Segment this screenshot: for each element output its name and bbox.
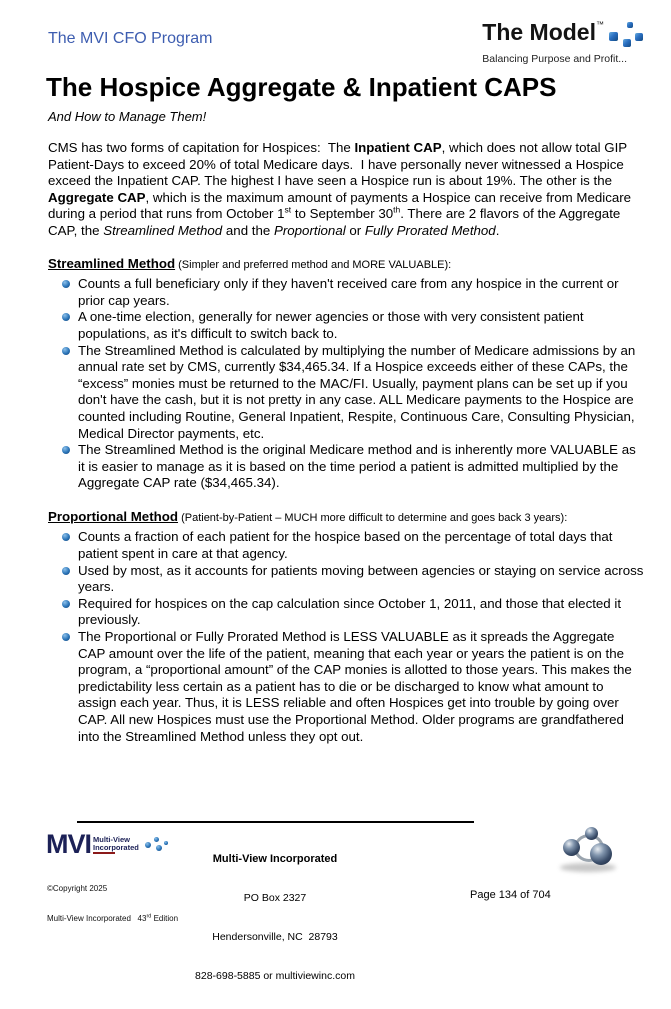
intro-paragraph [48, 140, 644, 240]
intro-text: , which is the maximum amount of payments a Hospice can receive from Medicare during a period that runs from October 1 [48, 189, 635, 222]
brand-tagline: Balancing Purpose and Profit... [482, 53, 628, 65]
heading-text: Streamlined Method [48, 255, 176, 271]
section-heading-proportional [48, 509, 644, 527]
intro-text: CMS has two forms of capitation for Hospices: The [48, 140, 355, 155]
bullet-text: Used by most, as it accounts for patients moving between agencies or staying on service across years. [78, 562, 644, 595]
footer-address-block [155, 827, 395, 1009]
section-heading-streamlined [48, 256, 644, 274]
page-subtitle: And How to Manage Them! [48, 109, 207, 124]
superscript-th: th [393, 204, 401, 215]
heading-qualifier: (Patient-by-Patient – MUCH more difficult to determine and goes back 3 years): [178, 511, 568, 524]
mvi-logo-line1: Multi-View [93, 835, 130, 844]
intro-text: and the [222, 222, 274, 238]
mvi-abbr: MVI [46, 829, 92, 859]
spheres-logo-icon [558, 827, 640, 879]
the-model-logo [482, 20, 645, 65]
footer-org-name: Multi-View Incorporated [212, 853, 338, 865]
list-item [78, 276, 644, 309]
intro-text: . [495, 222, 500, 238]
edition-text: Edition [151, 914, 179, 923]
superscript-st: st [284, 204, 292, 215]
bullet-text: A one-time election, generally for newer agencies or those with very consistent patient populations, as it's difficult to switch back to. [78, 309, 584, 341]
blue-cubes-icon [609, 22, 645, 52]
bullet-text: Counts a fraction of each patient for the hospice based on the percentage of total days that patient spent in care at that agency. [78, 529, 613, 562]
trademark-symbol: ™ [596, 20, 604, 29]
intro-italic-proportional: Proportional [273, 222, 346, 238]
page-title: The Hospice Aggregate & Inpatient CAPS [46, 72, 557, 102]
bullet-text: Counts a full beneficiary only if they haven't received care from any hospice in the current or prior cap years. [78, 276, 619, 308]
proportional-bullet-list [48, 529, 644, 745]
bullet-icon [62, 600, 70, 608]
footer-address-line1: PO Box 2327 [243, 892, 307, 904]
bullet-text: Required for hospices on the cap calculation since October 1, 2011, and those that elected it previously. [78, 595, 622, 628]
list-item [78, 529, 644, 562]
intro-text: or [345, 222, 365, 238]
heading-text: Proportional Method [48, 508, 179, 524]
edition-text: Multi-View Incorporated 43 [47, 914, 147, 923]
bullet-icon [62, 280, 70, 288]
intro-bold-inpatient-cap: Inpatient CAP [354, 140, 442, 155]
mvi-logo [46, 831, 171, 857]
list-item [78, 309, 644, 342]
bullet-icon [62, 533, 70, 541]
mvi-logo-text [93, 836, 139, 854]
list-item [78, 563, 644, 596]
program-title: The MVI CFO Program [48, 30, 213, 47]
bullet-text: The Streamlined Method is calculated by multiplying the number of Medicare admissions by an annual rate set by CMS, currently $34,465.34. If a Hospice exceeds either of these CAPs, the “excess” monies must be returned to the MAC/FI. Usually, payment plans can be set up if you don't have the cash, but it is not pretty in any case. ALL Medicare payments to the Hospice are counted including Routine, General Inpatient, Respite, Continuous Care, Consulting Physician, Medical Director payments, etc. [78, 342, 636, 441]
list-item [78, 629, 644, 745]
list-item [78, 596, 644, 629]
intro-text: . There are 2 flavors of the Aggregate CAP, the [48, 206, 624, 238]
bullet-text: The Streamlined Method is the original Medicare method and is inherently more VALUABLE as it is easier to manage as it is based on the time period a patient is admitted multiplied by the Aggregate CAP rate ($34,465.34). [78, 442, 636, 491]
intro-text: , which does not allow total GIP Patient-Days to exceed 20% of total Medicare days. I have personally never witnessed a Hospice exceed the Inpatient CAP. The highest I have seen a Hospice run is about 19%. The other is the [48, 140, 631, 189]
bullet-text: The Proportional or Fully Prorated Method is LESS VALUABLE as it spreads the Aggregate CAP amount over the life of the patient, meaning that each year or years the patient is on the program, a “proportional amount” of the CAP monies is allotted to those years. This makes the predictability less certain as a patient has to die or be discharged to know what amount to assign each year. Thus, it is LESS reliable and often Hospices get into trouble by going over CAP. All new Hospices must use the Proportional Method. Older programs are grandfathered into the Streamlined Method unless they opt out. [78, 629, 632, 744]
streamlined-bullet-list [48, 276, 644, 492]
intro-text: to September 30 [291, 206, 394, 222]
list-item [78, 343, 644, 443]
footer-address-line2: Hendersonville, NC 28793 [212, 931, 338, 943]
mvi-logo-rule [93, 852, 115, 854]
bullet-icon [62, 347, 70, 355]
document-body [48, 140, 644, 762]
superscript-rd: rd [146, 913, 152, 920]
page-indicator: Page 134 of 704 [470, 889, 551, 901]
bullet-icon [62, 567, 70, 575]
copyright-line: ©Copyright 2025 [47, 884, 108, 893]
bullet-icon [62, 633, 70, 641]
bullet-icon [62, 446, 70, 454]
footer-divider [77, 821, 474, 823]
intro-italic-streamlined: Streamlined Method [103, 222, 223, 238]
intro-bold-aggregate-cap: Aggregate CAP [48, 189, 146, 205]
intro-italic-fully-prorated: Fully Prorated Method [364, 222, 496, 238]
brand-name: The Model [482, 19, 596, 45]
list-item [78, 442, 644, 492]
bullet-icon [62, 313, 70, 321]
mvi-logo-line2: Incorporated [93, 842, 139, 852]
footer-contact-line: 828-698-5885 or multiviewinc.com [195, 970, 355, 982]
heading-qualifier: (Simpler and preferred method and MORE VALUABLE): [175, 258, 452, 271]
